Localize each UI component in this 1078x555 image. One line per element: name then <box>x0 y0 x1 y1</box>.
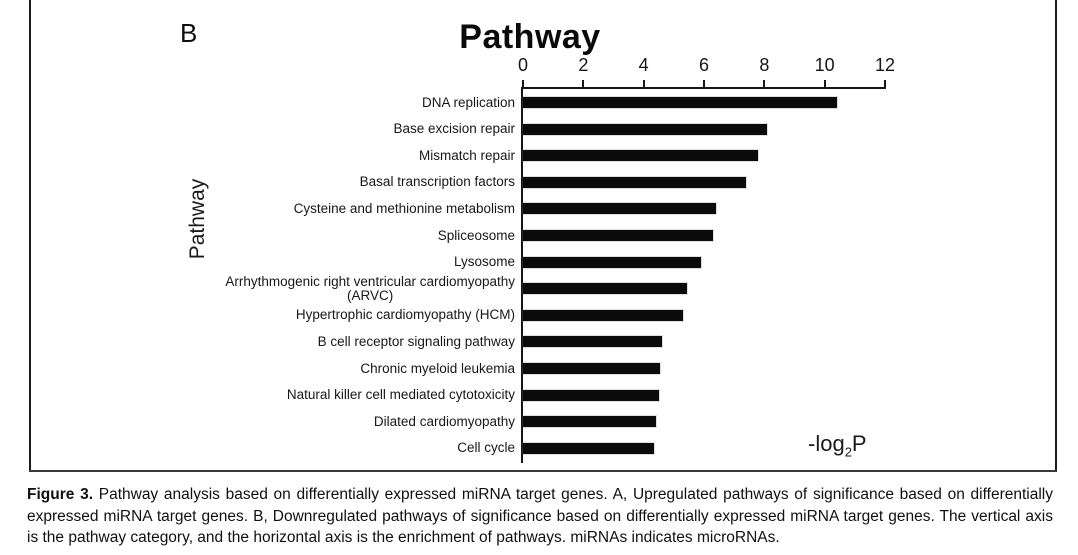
x-tick <box>763 80 765 88</box>
x-tick <box>884 80 886 88</box>
figure-right-border <box>1055 0 1057 471</box>
category-label-line: DNA replication <box>421 94 515 110</box>
figure-caption-text: Pathway analysis based on differentially expressed miRNA target genes. A, Upregulated pathways of significance based on differentially expressed miRNA target genes. B, Downregulated pathways of significance based on differentially expressed miRNA target genes. The vertical axis is the pathway category, and the horizontal axis is the enrichment of pathways. miRNAs indicates microRNAs. <box>27 486 1053 546</box>
category-label <box>374 415 515 429</box>
category-label <box>360 175 515 189</box>
category-label <box>296 308 515 322</box>
category-label-line: Chronic myeloid leukemia <box>360 360 515 376</box>
bar <box>523 124 767 135</box>
category-label-line: (ARVC) <box>347 287 394 303</box>
category-label-line: Basal transcription factors <box>359 174 515 190</box>
category-label <box>318 335 515 349</box>
bar <box>523 390 659 401</box>
category-label-line: Dilated cardiomyopathy <box>373 413 515 429</box>
category-label <box>360 362 515 376</box>
bar <box>523 416 656 427</box>
x-annotation-post: P <box>851 431 867 456</box>
bar <box>523 230 713 241</box>
x-tick <box>824 80 826 88</box>
panel-label-b: B <box>180 18 198 48</box>
category-label <box>422 96 515 110</box>
bar <box>523 257 701 268</box>
bar <box>523 310 683 321</box>
x-annotation-pre: -log <box>808 431 845 456</box>
y-axis-line <box>521 87 523 463</box>
x-tick-label: 2 <box>578 55 589 75</box>
category-label-line: Spliceosome <box>437 227 515 243</box>
x-tick-label: 0 <box>517 55 529 75</box>
category-label-line: Lysosome <box>453 254 515 270</box>
x-tick <box>703 80 705 88</box>
category-label-line: Cysteine and methionine metabolism <box>293 200 515 216</box>
x-tick-label: 6 <box>698 55 710 75</box>
bar <box>523 203 716 214</box>
x-tick-label: 12 <box>874 55 896 75</box>
bar <box>523 336 662 347</box>
x-tick-label: 10 <box>814 55 835 75</box>
bar <box>523 177 746 188</box>
x-tick <box>643 80 645 88</box>
figure-bottom-border <box>29 470 1057 472</box>
category-label <box>225 275 515 303</box>
x-annotation-sub: 2 <box>844 444 852 460</box>
chart-title: Pathway <box>459 18 601 56</box>
x-tick-label: 8 <box>759 55 770 75</box>
x-tick <box>522 80 524 88</box>
category-label <box>287 388 515 402</box>
category-label <box>438 229 515 243</box>
category-label-line: B cell receptor signaling pathway <box>317 333 515 349</box>
bar <box>523 283 687 294</box>
category-label-line: Cell cycle <box>457 440 515 456</box>
category-label <box>393 122 515 136</box>
category-label <box>454 255 515 269</box>
x-axis-annotation <box>808 431 867 460</box>
x-tick-label: 4 <box>638 55 649 75</box>
category-label <box>457 441 515 455</box>
bar <box>523 150 758 161</box>
category-label <box>419 149 515 163</box>
category-label-line: Mismatch repair <box>418 147 515 163</box>
category-label-line: Arrhythmogenic right ventricular cardiomyopathy <box>225 273 515 289</box>
bar <box>523 97 837 108</box>
category-label-line: Base excision repair <box>393 121 515 137</box>
bar <box>523 363 660 374</box>
category-label-line: Natural killer cell mediated cytotoxicity <box>286 387 515 403</box>
y-axis-label: Pathway <box>186 178 209 260</box>
category-label <box>294 202 515 216</box>
category-label-line: Hypertrophic cardiomyopathy (HCM) <box>295 307 515 323</box>
figure-left-border <box>29 0 31 471</box>
figure-caption <box>27 484 1053 549</box>
figure-caption-label: Figure 3. <box>27 486 94 503</box>
bar <box>523 443 654 454</box>
x-tick <box>582 80 584 88</box>
